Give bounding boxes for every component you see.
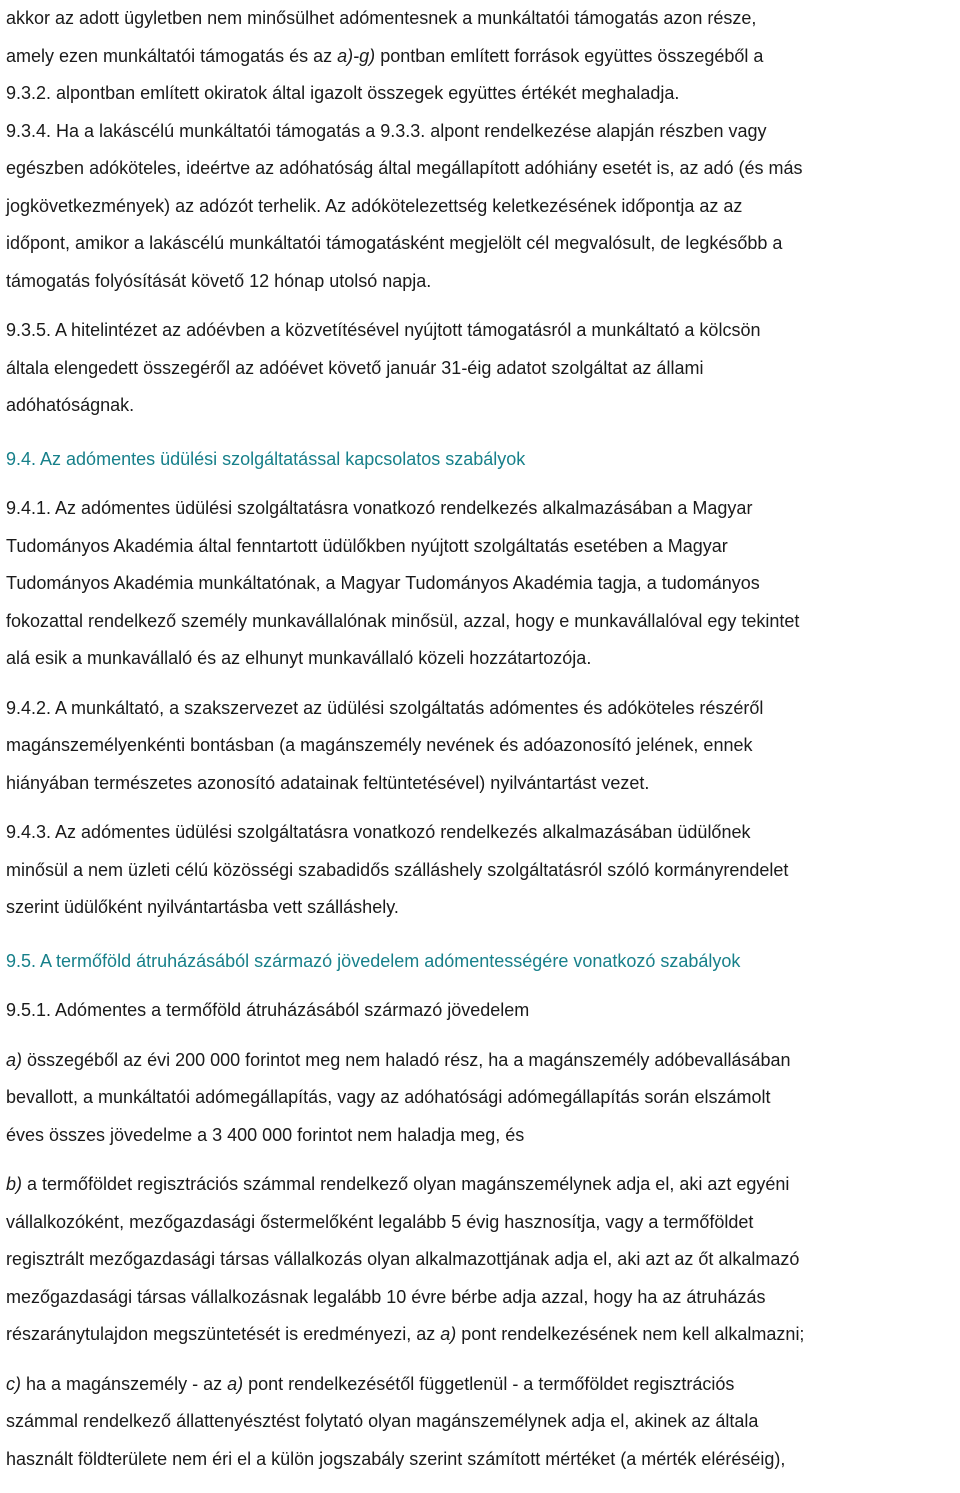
paragraph-continuation bbox=[6, 0, 958, 113]
text-line: alá esik a munkavállaló és az elhunyt munkavállaló közeli hozzátartozója. bbox=[6, 648, 592, 668]
text-span: pont rendelkezésétől függetlenül - a termőföldet regisztrációs bbox=[243, 1373, 735, 1394]
text-line: mezőgazdasági társas vállalkozásnak legalább 10 évre bérbe adja azzal, hogy ha az átruházás bbox=[6, 1286, 766, 1307]
list-item-b bbox=[6, 1166, 958, 1354]
text-line bbox=[6, 1366, 958, 1404]
text-line: Tudományos Akadémia munkáltatónak, a Magyar Tudományos Akadémia tagja, a tudományos bbox=[6, 573, 760, 593]
text-span: részaránytulajdon megszüntetését is eredményezi, az bbox=[6, 1324, 441, 1344]
text-line: támogatás folyósítását követő 12 hónap utolsó napja. bbox=[6, 270, 432, 291]
text-line: 9.3.2. alpontban említett okiratok által igazolt összegek együttes értékét meghaladja. bbox=[6, 83, 680, 103]
text-line: vállalkozóként, mezőgazdasági őstermelőként legalább 5 évig hasznosítja, vagy a termőföldet bbox=[6, 1211, 754, 1232]
paragraph-9-4-1 bbox=[6, 490, 958, 678]
italic-ref: a) bbox=[440, 1324, 457, 1344]
italic-ref: a) bbox=[227, 1373, 244, 1394]
text-line: hiányában természetes azonosító adatainak feltüntetésével) nyilvántartást vezet. bbox=[6, 772, 650, 793]
text-line: 9.3.4. Ha a lakáscélú munkáltatói támogatás a 9.3.3. alpont rendelkezése alapján részben vagy bbox=[6, 120, 767, 141]
text-line: bevallott, a munkáltatói adómegállapítás, vagy az adóhatósági adómegállapítás során elszámolt bbox=[6, 1087, 771, 1107]
text-line: magánszemélyenkénti bontásban (a magánszemély nevének és adóazonosító jelének, ennek bbox=[6, 735, 753, 755]
text-span: ha a magánszemély - az bbox=[21, 1373, 228, 1394]
text-span: pontban említett források együttes összegéből a bbox=[375, 45, 764, 66]
text-line: Tudományos Akadémia által fenntartott üdülőkben nyújtott szolgáltatás esetében a Magyar bbox=[6, 535, 728, 556]
text-line: akkor az adott ügyletben nem minősülhet adómentesnek a munkáltatói támogatás azon része, bbox=[6, 8, 757, 28]
text-line: általa elengedett összegéről az adóévet követő január 31-éig adatot szolgáltat az állami bbox=[6, 357, 704, 378]
paragraph-9-5-1 bbox=[6, 992, 958, 1030]
list-item-a bbox=[6, 1042, 958, 1155]
text-line: használt földterülete nem éri el a külön jogszabály szerint számított mértéket (a mérték eléréséig), bbox=[6, 1448, 786, 1469]
paragraph-9-4-3 bbox=[6, 814, 958, 927]
text-line: éves összes jövedelme a 3 400 000 forintot nem haladja meg, és bbox=[6, 1124, 525, 1145]
italic-ref: c) bbox=[6, 1373, 21, 1394]
text-line: számmal rendelkező állattenyésztést folytató olyan magánszemélynek adja el, akinek az általa bbox=[6, 1411, 759, 1431]
italic-ref: b) bbox=[6, 1174, 23, 1194]
text-line bbox=[6, 1166, 958, 1204]
list-item-c bbox=[6, 1366, 958, 1479]
text-line: 9.4.2. A munkáltató, a szakszervezet az üdülési szolgáltatás adómentes és adóköteles részéről bbox=[6, 697, 764, 718]
text-line: regisztrált mezőgazdasági társas vállalkozás olyan alkalmazottjának adja el, aki azt az őt alkalmazó bbox=[6, 1249, 800, 1269]
italic-ref: a)-g) bbox=[337, 45, 376, 66]
text-span: pont rendelkezésének nem kell alkalmazni; bbox=[456, 1324, 805, 1344]
text-line: szerint üdülőként nyilvántartásba vett szálláshely. bbox=[6, 897, 399, 917]
text-line: 9.5.1. Adómentes a termőföld átruházásából származó jövedelem bbox=[6, 1000, 530, 1020]
text-line: 9.4.1. Az adómentes üdülési szolgáltatásra vonatkozó rendelkezés alkalmazásában a Magyar bbox=[6, 498, 753, 518]
text-line: adóhatóságnak. bbox=[6, 395, 135, 415]
section-heading-9-5: 9.5. A termőföld átruházásából származó jövedelem adómentességére vonatkozó szabályok bbox=[6, 950, 741, 971]
text-line: 9.3.5. A hitelintézet az adóévben a közvetítésével nyújtott támogatásról a munkáltató a kölcsön bbox=[6, 320, 761, 340]
italic-ref: a) bbox=[6, 1049, 23, 1070]
paragraph-9-4-2 bbox=[6, 690, 958, 803]
text-line bbox=[6, 1042, 958, 1080]
text-span: a termőföldet regisztrációs számmal rendelkező olyan magánszemélynek adja el, aki azt egyéni bbox=[22, 1174, 790, 1194]
text-line: minősül a nem üzleti célú közösségi szabadidős szálláshely szolgáltatásról szóló kormányrendelet bbox=[6, 859, 789, 880]
document-page bbox=[6, 0, 958, 1478]
text-line bbox=[6, 38, 958, 76]
text-span: összegéből az évi 200 000 forintot meg nem haladó rész, ha a magánszemély adóbevallásában bbox=[22, 1049, 791, 1070]
paragraph-9-3-4 bbox=[6, 113, 958, 301]
paragraph-9-3-5 bbox=[6, 312, 958, 425]
text-line: fokozattal rendelkező személy munkavállalónak minősül, azzal, hogy e munkavállalóval egy tekintet bbox=[6, 610, 800, 631]
text-line: időpont, amikor a lakáscélú munkáltatói támogatásként megjelölt cél megvalósult, de legkésőbb a bbox=[6, 233, 783, 253]
text-line: egészben adóköteles, ideértve az adóhatóság által megállapított adóhiány esetét is, az adó (és más bbox=[6, 158, 803, 178]
text-span: amely ezen munkáltatói támogatás és az bbox=[6, 45, 338, 66]
section-heading-9-4: 9.4. Az adómentes üdülési szolgáltatással kapcsolatos szabályok bbox=[6, 448, 526, 469]
text-line bbox=[6, 1316, 958, 1354]
text-line: 9.4.3. Az adómentes üdülési szolgáltatásra vonatkozó rendelkezés alkalmazásában üdülőnek bbox=[6, 822, 751, 842]
text-line: jogkövetkezmények) az adózót terhelik. Az adókötelezettség keletkezésének időpontja az az bbox=[6, 195, 743, 216]
